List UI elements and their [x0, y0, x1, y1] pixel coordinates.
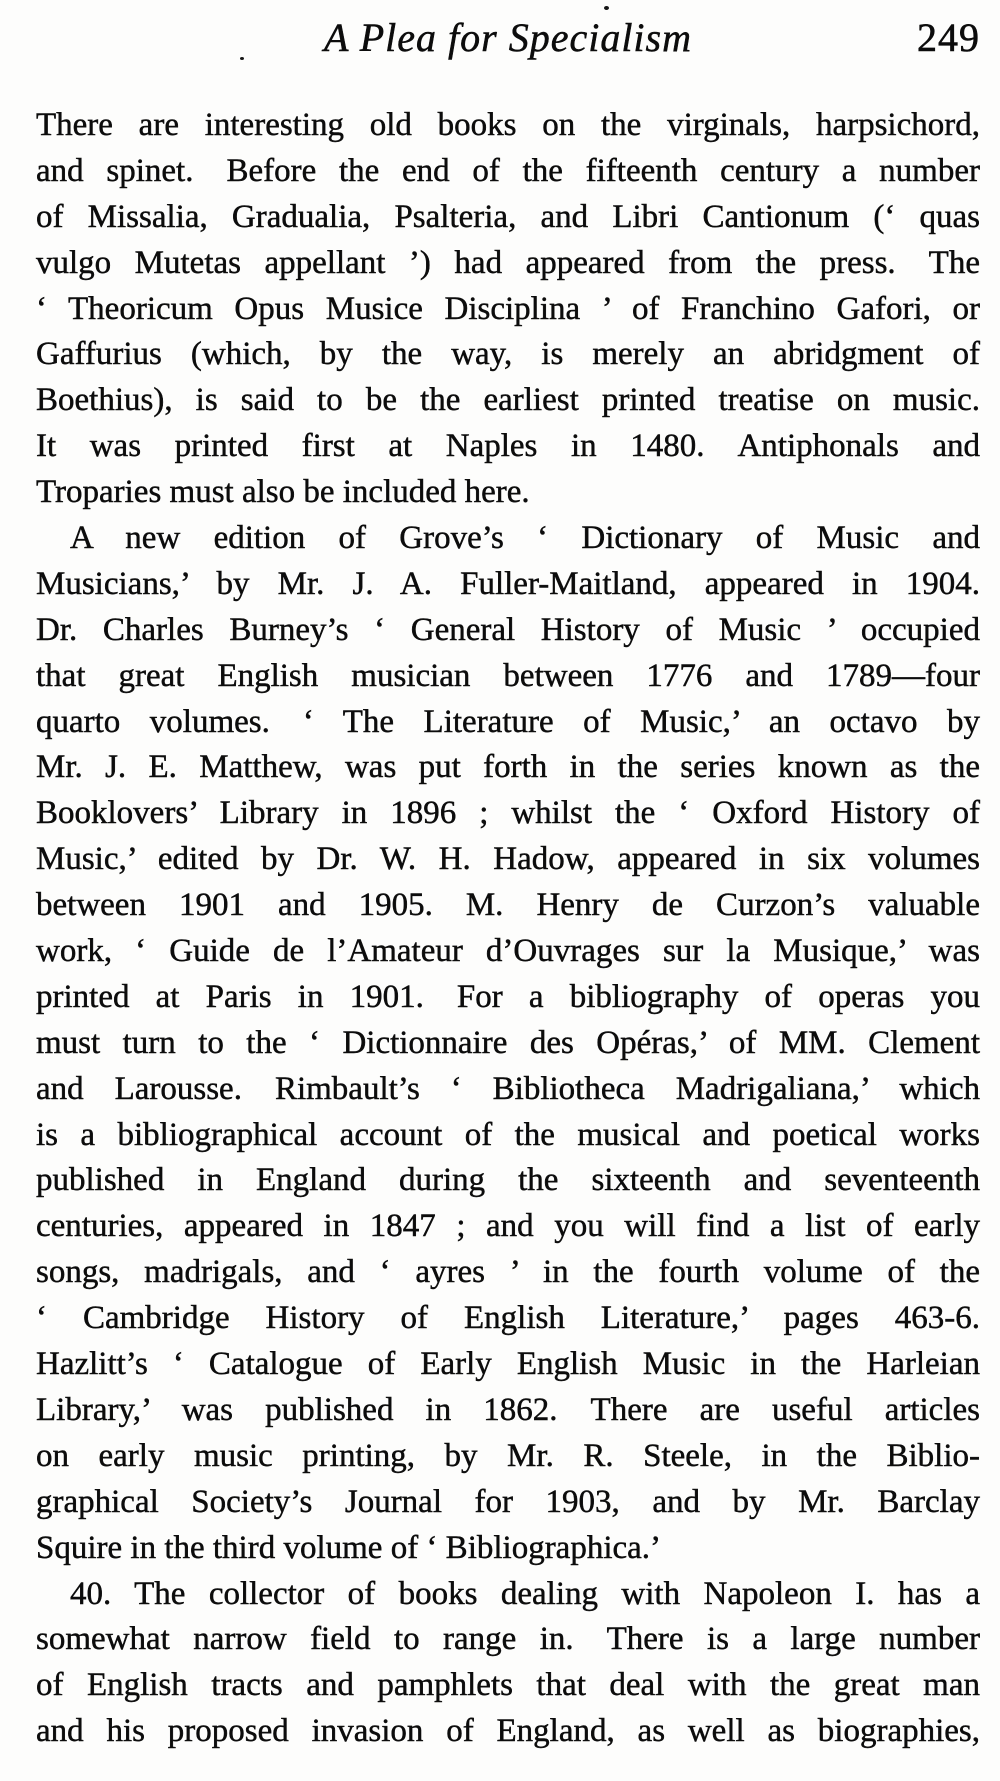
text-line: There are interesting old books on the virginals, harpsichord, [36, 107, 980, 143]
text-line: and his proposed invasion of England, as well as biographies, [36, 1713, 980, 1750]
text-line: quarto volumes. ‘ The Literature of Music,’ an octavo by [36, 703, 980, 740]
text-line: is a bibliographical account of the musical and poetical works [36, 1116, 980, 1153]
text-line: between 1901 and 1905. M. Henry de Curzon’s valuable [36, 887, 980, 924]
text-line: Dr. Charles Burney’s ‘ General History of Music ’ occupied [36, 611, 980, 648]
text-line: work, ‘ Guide de l’Amateur d’Ouvrages sur la Musique,’ was [36, 933, 980, 970]
text-line: vulgo Mutetas appellant ’) had appeared from the press. The [36, 244, 980, 281]
text-line: songs, madrigals, and ‘ ayres ’ in the fourth volume of the [36, 1254, 980, 1291]
text-line: of Missalia, Gradualia, Psalteria, and Libri Cantionum (‘ quas [36, 198, 980, 235]
running-title: A Plea for Specialism [324, 15, 692, 60]
text-line: Troparies must also be included here. [36, 474, 530, 511]
page-header [36, 12, 980, 64]
text-line: ‘ Cambridge History of English Literature,’ pages 463-6. [36, 1300, 980, 1337]
text-line: printed at Paris in 1901. For a bibliography of operas you [36, 978, 980, 1015]
text-line: Library,’ was published in 1862. There are useful articles [36, 1391, 980, 1428]
text-line: Hazlitt’s ‘ Catalogue of Early English Music in the Harleian [36, 1346, 980, 1383]
text-line: of English tracts and pamphlets that deal with the great man [36, 1667, 980, 1704]
text-line: that great English musician between 1776 and 1789—four [36, 657, 980, 694]
text-line: ‘ Theoricum Opus Musice Disciplina ’ of Franchino Gafori, or [36, 290, 980, 327]
text-line: Squire in the third volume of ‘ Bibliographica.’ [36, 1529, 662, 1566]
text-line: and Larousse. Rimbault’s ‘ Bibliotheca Madrigaliana,’ which [36, 1070, 980, 1107]
text-line: published in England during the sixteenth and seventeenth [36, 1162, 980, 1199]
text-line: It was printed first at Naples in 1480. Antiphonals and [36, 428, 980, 465]
text-line: Music,’ edited by Dr. W. H. Hadow, appeared in six volumes [36, 841, 980, 878]
text-line: and spinet. Before the end of the fifteenth century a number [36, 152, 980, 189]
text-line: must turn to the ‘ Dictionnaire des Opéras,’ of MM. Clement [36, 1024, 980, 1061]
text-line: on early music printing, by Mr. R. Steele, in the Biblio- [36, 1437, 980, 1474]
text-line: Gaffurius (which, by the way, is merely an abridgment of [36, 336, 980, 373]
text-line: Booklovers’ Library in 1896 ; whilst the ‘ Oxford History of [36, 795, 980, 832]
text-line: centuries, appeared in 1847 ; and you will find a list of early [36, 1208, 980, 1245]
text-line: Musicians,’ by Mr. J. A. Fuller-Maitland, appeared in 1904. [36, 565, 980, 602]
text-line: graphical Society’s Journal for 1903, and by Mr. Barclay [36, 1483, 980, 1520]
scan-artifact-dot [604, 6, 609, 10]
text-line: A new edition of Grove’s ‘ Dictionary of Music and [70, 520, 980, 557]
text-line: somewhat narrow field to range in. There is a large number [36, 1621, 980, 1658]
scan-artifact-dot [240, 57, 244, 60]
page-number: 249 [917, 15, 980, 60]
text-line: 40. The collector of books dealing with Napoleon I. has a [70, 1575, 980, 1612]
body-text [36, 103, 980, 1755]
text-line: Mr. J. E. Matthew, was put forth in the series known as the [36, 749, 980, 786]
text-line: Boethius), is said to be the earliest printed treatise on music. [36, 382, 980, 419]
